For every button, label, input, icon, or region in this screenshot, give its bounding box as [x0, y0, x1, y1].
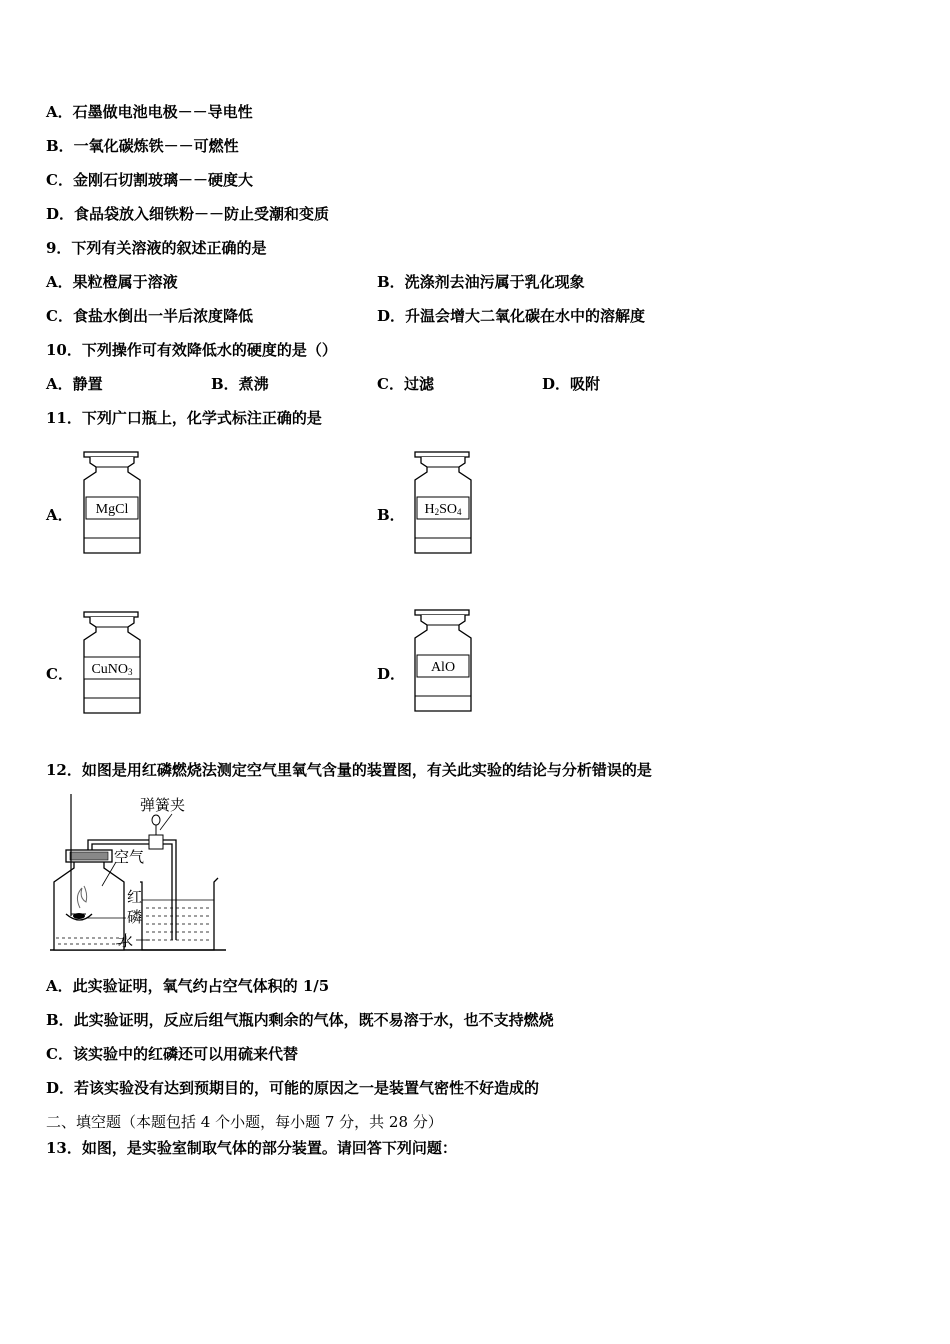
q10-option-a: A．静置 [46, 375, 103, 393]
q9-stem: 9．下列有关溶液的叙述正确的是 [46, 239, 267, 257]
q8-option-b: B．一氧化碳炼铁－－可燃性 [46, 137, 239, 155]
q11-bottle-a [78, 450, 144, 555]
figure-label-air: 空气 [114, 850, 145, 866]
q8-option-d: D．食品袋放入细铁粉－－防止受潮和变质 [46, 205, 330, 223]
q12-apparatus-figure [46, 790, 236, 955]
bottle-a-label: MgCl [95, 502, 129, 517]
q8-option-a: A．石墨做电池电极－－导电性 [46, 103, 253, 121]
bottle-c-icon [78, 610, 144, 715]
red-phosphorus-apparatus-icon [46, 790, 236, 955]
figure-label-clamp: 弹簧夹 [140, 798, 186, 814]
q11-option-c-letter: C． [46, 665, 73, 683]
bottle-b-label: H2SO4 [424, 502, 462, 517]
bottle-b-icon [409, 450, 475, 555]
q10-option-b: B．煮沸 [211, 375, 269, 393]
q12-stem: 12．如图是用红磷燃烧法测定空气里氧气含量的装置图，有关此实验的结论与分析错误的是 [46, 761, 652, 779]
bottle-c-label: CuNO3 [91, 662, 133, 677]
q9-option-c: C．食盐水倒出一半后浓度降低 [46, 307, 253, 325]
q10-option-c: C．过滤 [377, 375, 434, 393]
q11-bottle-d [409, 608, 475, 713]
bottle-d-icon [409, 608, 475, 713]
q13-stem: 13．如图，是实验室制取气体的部分装置。请回答下列问题： [46, 1139, 457, 1157]
q12-option-b: B．此实验证明，反应后组气瓶内剩余的气体，既不易溶于水，也不支持燃烧 [46, 1011, 554, 1029]
q12-option-c: C．该实验中的红磷还可以用硫来代替 [46, 1045, 298, 1063]
bottle-a-icon [78, 450, 144, 555]
figure-label-red2: 磷 [127, 910, 143, 926]
section-2-heading: 二、填空题（本题包括 4 个小题，每小题 7 分，共 28 分） [46, 1113, 443, 1131]
bottle-d-label: AlO [430, 660, 456, 675]
q10-stem: 10．下列操作可有效降低水的硬度的是（） [46, 341, 337, 359]
q9-option-d: D．升温会增大二氧化碳在水中的溶解度 [377, 307, 646, 325]
q11-stem: 11．下列广口瓶上，化学式标注正确的是 [46, 409, 322, 427]
figure-label-water: 水 [118, 934, 134, 950]
q11-option-b-letter: B． [377, 506, 405, 524]
q8-option-c: C．金刚石切割玻璃－－硬度大 [46, 171, 253, 189]
q9-option-a: A．果粒橙属于溶液 [46, 273, 178, 291]
q12-option-d: D．若该实验没有达到预期目的，可能的原因之一是装置气密性不好造成的 [46, 1079, 540, 1097]
q12-option-a: A．此实验证明，氧气约占空气体积的 1/5 [46, 977, 330, 995]
q9-option-b: B．洗涤剂去油污属于乳化现象 [377, 273, 585, 291]
q11-option-d-letter: D． [377, 665, 406, 683]
q11-bottle-c [78, 610, 144, 715]
q11-option-a-letter: A． [46, 506, 73, 524]
figure-label-red1: 红 [127, 890, 143, 906]
q10-option-d: D．吸附 [542, 375, 601, 393]
q11-bottle-b [409, 450, 475, 555]
